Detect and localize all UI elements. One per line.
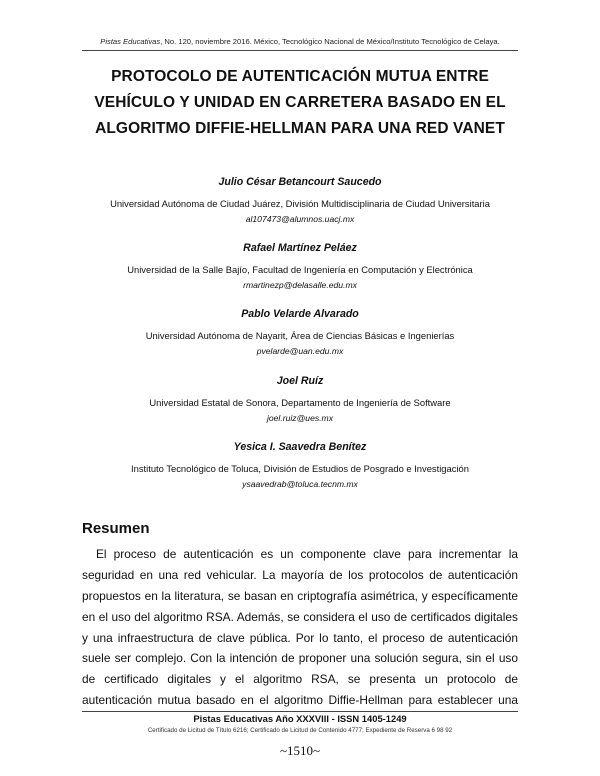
abstract-body: [82, 544, 518, 711]
abstract-line: en el uso del algoritmo RSA. Además, se considera el uso de certificados digitales: [82, 609, 518, 624]
title-line: PROTOCOLO DE AUTENTICACIÓN MUTUA ENTRE: [111, 68, 489, 85]
header-details: , No. 120, noviembre 2016. México, Tecnológico Nacional de México/Instituto Tecnológico de Celaya.: [160, 37, 500, 46]
author-block: [60, 375, 540, 424]
footer-rule: [82, 711, 518, 712]
footer-journal: Pistas Educativas Año XXXVIII - ISSN 1405-1249: [193, 713, 407, 724]
author-affiliation: Universidad Autónoma de Ciudad Juárez, División Multidisciplinaria de Ciudad Universitaria: [110, 198, 490, 209]
abstract-line: y una infraestructura de clave pública. Por lo tanto, el proceso de autenticación: [82, 630, 518, 645]
author-name: Yesica I. Saavedra Benítez: [233, 441, 367, 453]
author-block: [60, 176, 540, 225]
abstract-line: autenticación mutua basado en el algoritmo Diffie-Hellman para establecer una: [82, 693, 518, 708]
author-email[interactable]: joel.ruiz@ues.mx: [266, 413, 334, 423]
author-name: Pablo Velarde Alvarado: [241, 308, 359, 320]
author-affiliation: Universidad Autónoma de Nayarit, Área de Ciencias Básicas e Ingenierías: [145, 330, 455, 341]
abstract-line: de certificado digitales y el algoritmo RSA, se presenta un protocolo de: [82, 672, 518, 687]
author-email[interactable]: ysaavedrab@toluca.tecnm.mx: [242, 479, 358, 489]
abstract-line: propuestos en la literatura, se basan en criptografía asimétrica, y específicamente: [82, 588, 518, 603]
abstract-heading: Resumen: [82, 520, 150, 537]
author-email[interactable]: pvelarde@uan.edu.mx: [256, 346, 344, 356]
author-email[interactable]: al107473@alumnos.uacj.mx: [245, 214, 355, 224]
paper-title: [70, 64, 530, 142]
title-line: ALGORITMO DIFFIE-HELLMAN PARA UNA RED VANET: [95, 120, 505, 137]
author-name: Julio César Betancourt Saucedo: [218, 176, 382, 188]
page-number: ~1510~: [279, 743, 321, 758]
author-affiliation: Universidad Estatal de Sonora, Departamento de Ingeniería de Software: [149, 397, 451, 408]
abstract-line: seguridad en una red vehicular. La mayoría de los protocolos de autenticación: [82, 567, 518, 582]
abstract-line: suele ser complejo. Con la intención de proponer una solución segura, sin el uso: [82, 651, 518, 666]
author-affiliation: Universidad de la Salle Bajío, Facultad de Ingeniería en Computación y Electrónica: [127, 264, 473, 275]
author-affiliation: Instituto Tecnológico de Toluca, División de Estudios de Posgrado e Investigación: [131, 463, 469, 474]
footer-certificate: Certificado de Licitud de Título 6216; Certificado de Licitud de Contenido 4777; Expediente de Reserva 6 98 92: [147, 727, 453, 734]
author-block: [60, 441, 540, 490]
title-line: VEHÍCULO Y UNIDAD EN CARRETERA BASADO EN EL: [94, 94, 506, 111]
author-name: Joel Ruíz: [276, 375, 324, 387]
author-block: [60, 242, 540, 291]
author-name: Rafael Martínez Peláez: [243, 242, 357, 254]
abstract-line: El proceso de autenticación es un componente clave para incrementar la: [96, 547, 518, 561]
running-header: [82, 37, 518, 46]
author-block: [60, 308, 540, 357]
header-journal-name: Pistas Educativas: [100, 37, 161, 46]
author-email[interactable]: rmartinezp@delasalle.edu.mx: [243, 280, 357, 290]
header-rule: [82, 50, 518, 51]
